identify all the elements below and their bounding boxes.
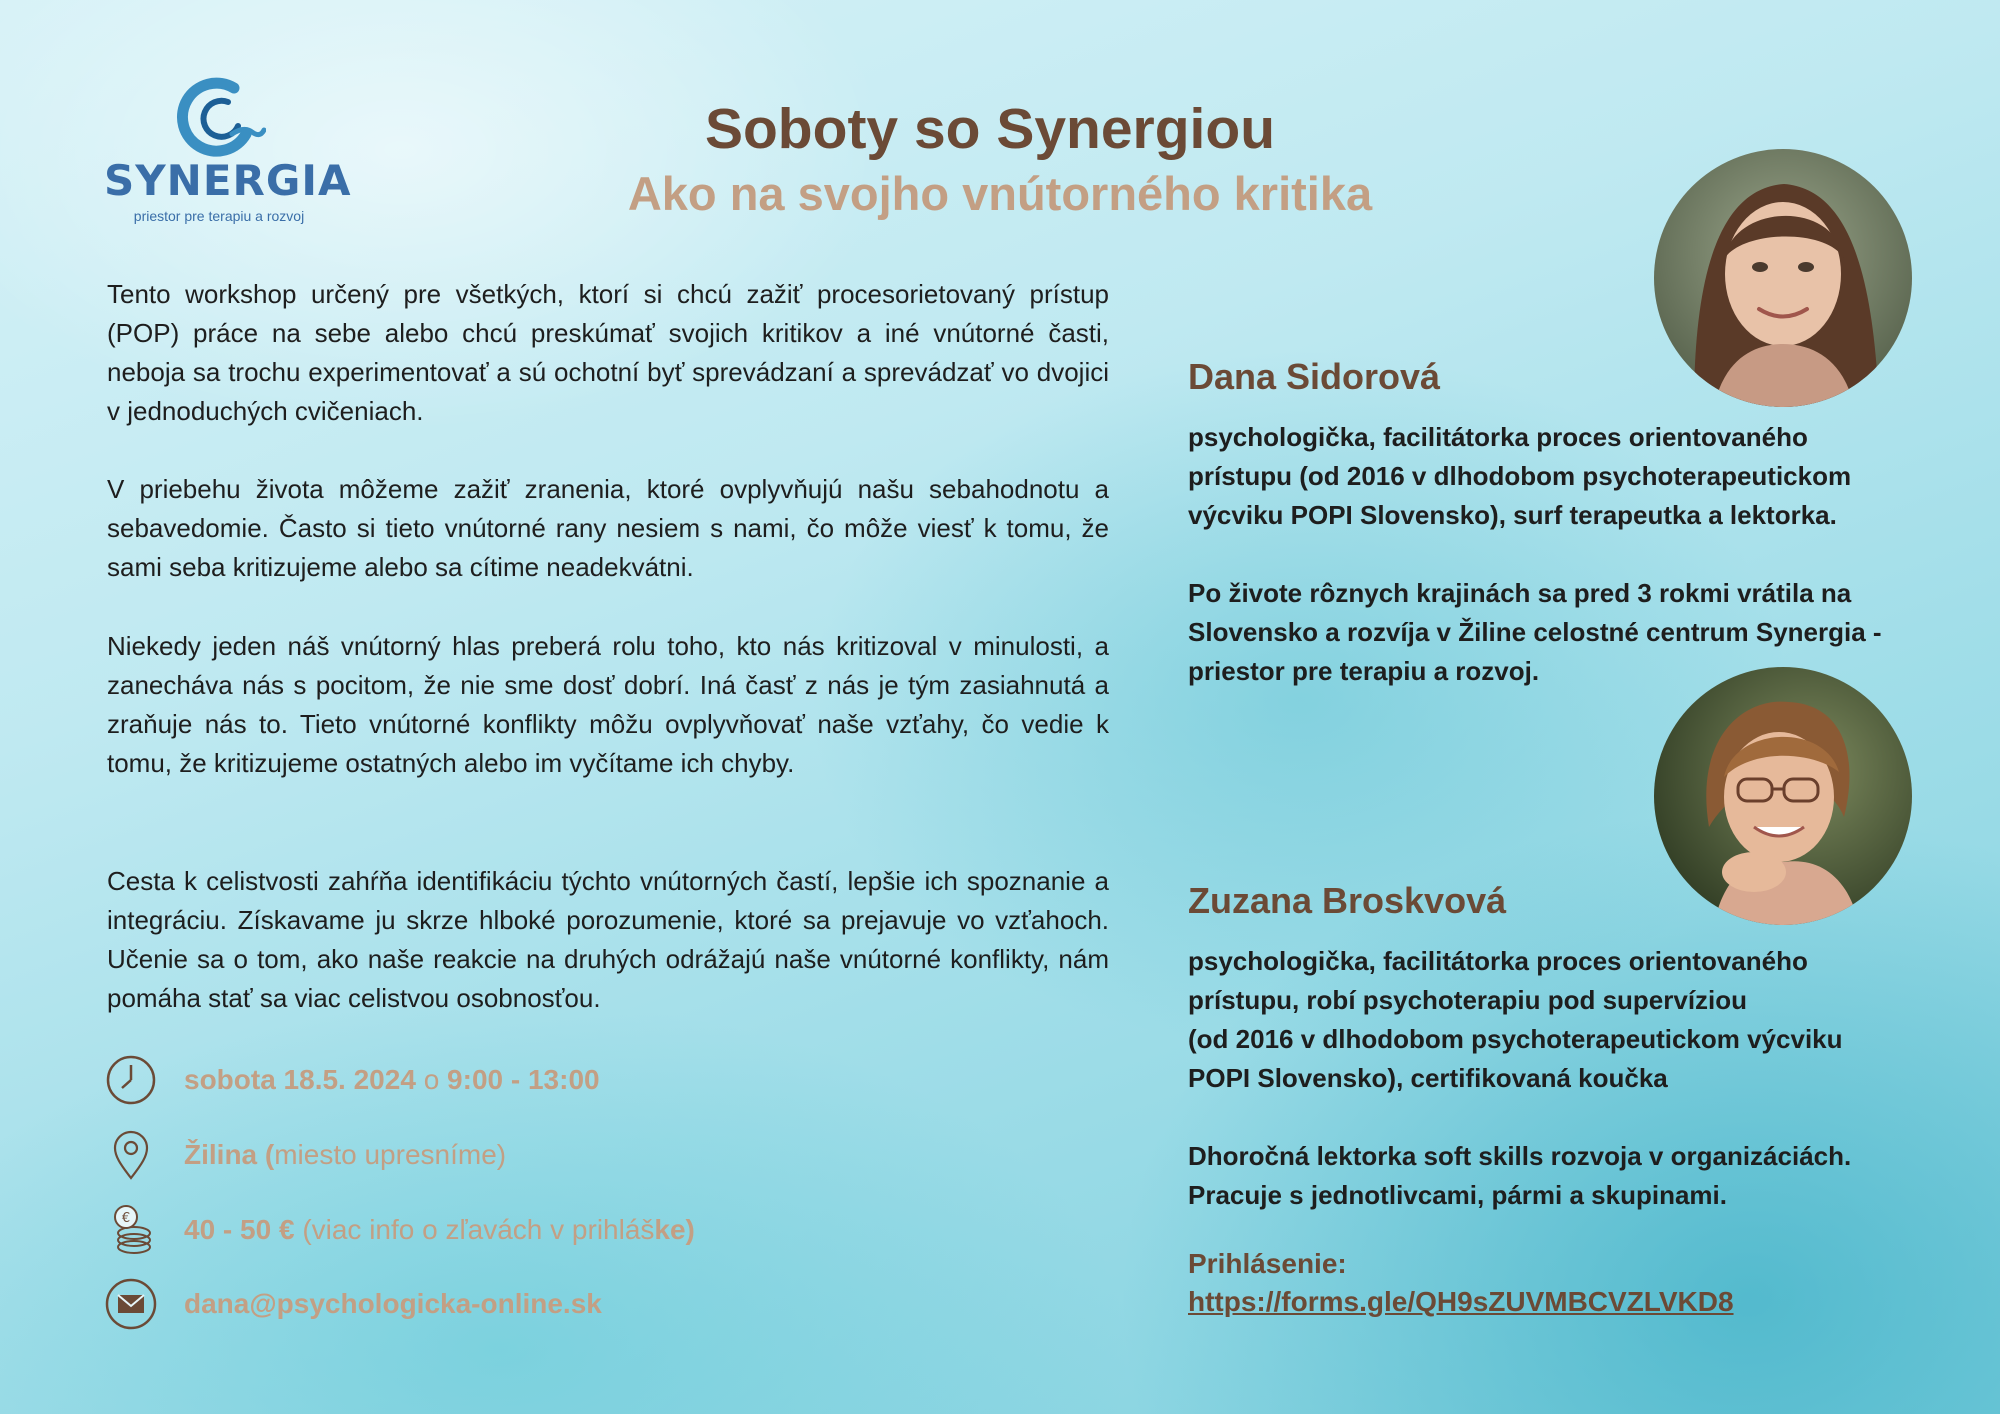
info-price-row [104,1202,984,1258]
event-place-city: Žilina ( [184,1139,275,1170]
person-bio-zuzana-1 [1188,942,1868,1098]
photo-zuzana-broskvova [1654,667,1912,925]
synergia-logo [104,74,352,234]
event-place-note: miesto upresníme) [274,1139,507,1170]
contact-email[interactable] [184,1288,602,1320]
event-date-connector: o [423,1064,440,1095]
description-paragraph-1: Tento workshop určený pre všetkých, ktorí si chcú zažiť procesorietovaný prístup (POP) práce na sebe alebo chcú preskúmať svojich kritikov a iné vnútorné časti, neboja sa trochu experimentovať a sú ochotní byť sprevádzaní a sprevádzať vo dvojici v jednoduchých cvičeniach. [107,279,1109,426]
logo-tagline: priestor pre terapiu a rozvoj [133,208,305,224]
description-paragraph-3: Niekedy jeden náš vnútorný hlas preberá rolu toho, kto nás kritizoval v minulosti, a zanecháva nás s pocitom, že nie sme dosť dobrí. Iná časť z nás je tým zasiahnutá a zraňuje nás to. Tieto vnútorné konflikty môžu ovplyvňovať naše vzťahy, čo vedie k tomu, že kritizujeme ostatných alebo im vyčítame ich chyby. [107,631,1109,778]
person-name-dana: Dana Sidorová [1188,356,1441,397]
wave-logo-icon [172,74,266,158]
event-date-label: sobota 18.5. 2024 [184,1064,416,1095]
event-place [184,1139,506,1171]
registration-label: Prihlásenie: [1188,1248,1347,1279]
info-email-row [104,1276,984,1332]
clock-icon [104,1053,158,1107]
event-price-note: (viac info o zľavách v prihláš [302,1214,655,1245]
description-paragraph-4: Cesta k celistvosti zahŕňa identifikáciu týchto vnútorných častí, lepšie ich spoznanie a integráciu. Získavame ju skrze hlboké porozumenie, ktoré sa prejavuje vo vzťahoch. Učenie sa o tom, ako naše reakcie na druhých odrážajú naše vnútorné konflikty, nám pomáha stať sa viac celistvou osobnosťou. [107,866,1109,1013]
event-price-note-end: ke) [654,1214,695,1245]
coins-euro-icon [104,1203,158,1257]
logo-wordmark: SYNERGIA [104,156,352,205]
portrait-image-zuzana [1654,667,1912,925]
photo-dana-sidorova [1654,149,1912,407]
mail-icon [104,1277,158,1331]
page-title: Soboty so Synergiou [704,97,1276,161]
page-subtitle: Ako na svojho vnútorného kritika [627,167,1373,220]
event-date [184,1064,600,1096]
contact-email-text[interactable]: dana@psychologicka-online.sk [184,1288,602,1319]
person-name-zuzana: Zuzana Broskvová [1188,880,1507,921]
svg-text:€: € [121,1211,131,1226]
event-time: 9:00 - 13:00 [447,1064,600,1095]
person-bio-dana-1: psychologička, facilitátorka proces orientovaného prístupu (od 2016 v dlhodobom psychoterapeutickom výcviku POPI Slovensko), surf terapeutka a lektorka. [1188,422,1852,530]
location-pin-icon [104,1128,158,1182]
portrait-image-dana [1654,149,1912,407]
registration-link[interactable]: https://forms.gle/QH9sZUVMBCVZLVKD8 [1188,1286,1734,1317]
person-bio-zuzana-1-line-b: (od 2016 v dlhodobom psychoterapeutickom výcviku POPI Slovensko), certifikovaná koučka [1188,1024,1843,1093]
info-date-row [104,1052,984,1108]
person-bio-zuzana-1-line-a: psychologička, facilitátorka proces orientovaného prístupu, robí psychoterapiu pod supervíziou [1188,946,1808,1015]
info-place-row [104,1127,984,1183]
event-price-amount: 40 - 50 € [184,1214,295,1245]
person-bio-dana-2: Po živote rôznych krajinách sa pred 3 rokmi vrátila na Slovensko a rozvíja v Žiline celostné centrum Synergia - priestor pre terapiu a rozvoj. [1188,578,1882,686]
event-price [184,1214,695,1246]
person-bio-zuzana-2: Dhoročná lektorka soft skills rozvoja v organizáciách. Pracuje s jednotlivcami, pármi a skupinami. [1188,1141,1852,1210]
description-paragraph-2: V priebehu života môžeme zažiť zranenia, ktoré ovplyvňujú našu sebahodnotu a sebavedomie. Často si tieto vnútorné rany nesiem s nami, čo môže viesť k tomu, že sami seba kritizujeme alebo sa cítime neadekvátni. [107,474,1109,582]
